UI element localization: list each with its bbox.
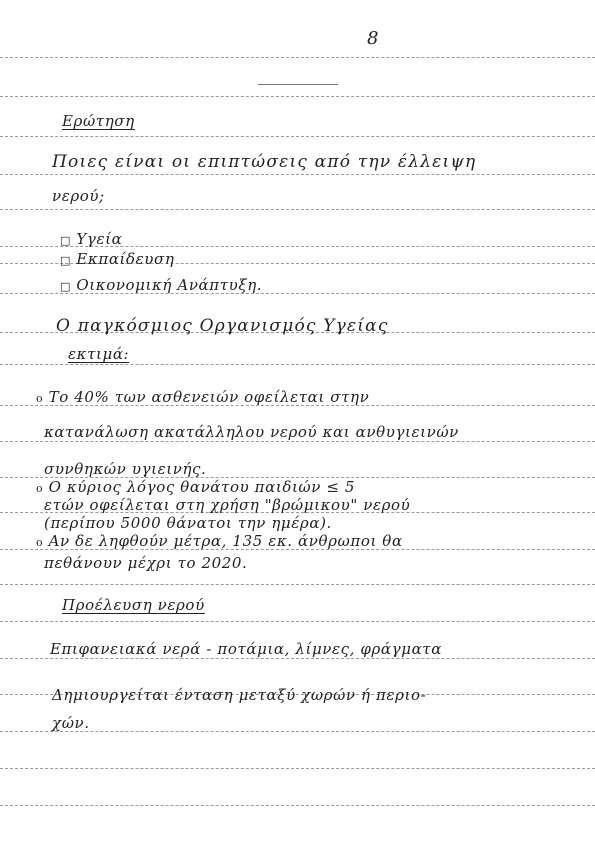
fact-line: ετών οφείλεται στη χρήση "βρώμικου" νερού [44, 496, 411, 514]
checkbox-icon: □ [60, 280, 71, 293]
who-heading-line-2: εκτιμά: [68, 345, 130, 363]
impact-item: □ Οικονομική Ανάπτυξη. [60, 276, 263, 294]
origin-heading: Προέλευση νερού [62, 596, 205, 614]
checkbox-icon: □ [60, 234, 71, 247]
bullet-icon: o [36, 482, 44, 495]
question-line-1: Ποιες είναι οι επιπτώσεις από την έλλειψη [52, 152, 477, 172]
question-line-2: νερού; [52, 187, 105, 205]
title: Ερώτηση [62, 112, 135, 130]
top-dash [258, 84, 338, 85]
fact-line: συνθηκών υγιεινής. [44, 460, 207, 478]
fact-line: o Ο κύριος λόγος θανάτου παιδιών ≤ 5 [36, 478, 356, 496]
fact-line: πεθάνουν μέχρι το 2020. [44, 554, 248, 572]
dispute-line-2: χών. [52, 714, 90, 732]
checkbox-icon: □ [60, 254, 71, 267]
bullet-icon: o [36, 536, 44, 549]
impact-item: □ Υγεία [60, 230, 123, 248]
who-heading-line-1: Ο παγκόσμιος Οργανισμός Υγείας [56, 316, 389, 336]
impact-item: □ Εκπαίδευση [60, 250, 175, 268]
fact-line: κατανάλωση ακατάλληλου νερού και ανθυγιεινών [44, 423, 459, 441]
fact-line: o Αν δε ληφθούν μέτρα, 135 εκ. άνθρωποι θα [36, 532, 403, 550]
fact-line: o Το 40% των ασθενειών οφείλεται στην [36, 388, 370, 406]
page-number: 8 [367, 28, 379, 49]
bullet-icon: o [36, 392, 44, 405]
origin-line: Επιφανειακά νερά - ποτάμια, λίμνες, φράγματα [50, 640, 442, 658]
dispute-line-1: Δημιουργείται ένταση μεταξύ χωρών ή περιο- [52, 686, 427, 704]
fact-line: (περίπου 5000 θάνατοι την ημέρα). [44, 514, 332, 532]
